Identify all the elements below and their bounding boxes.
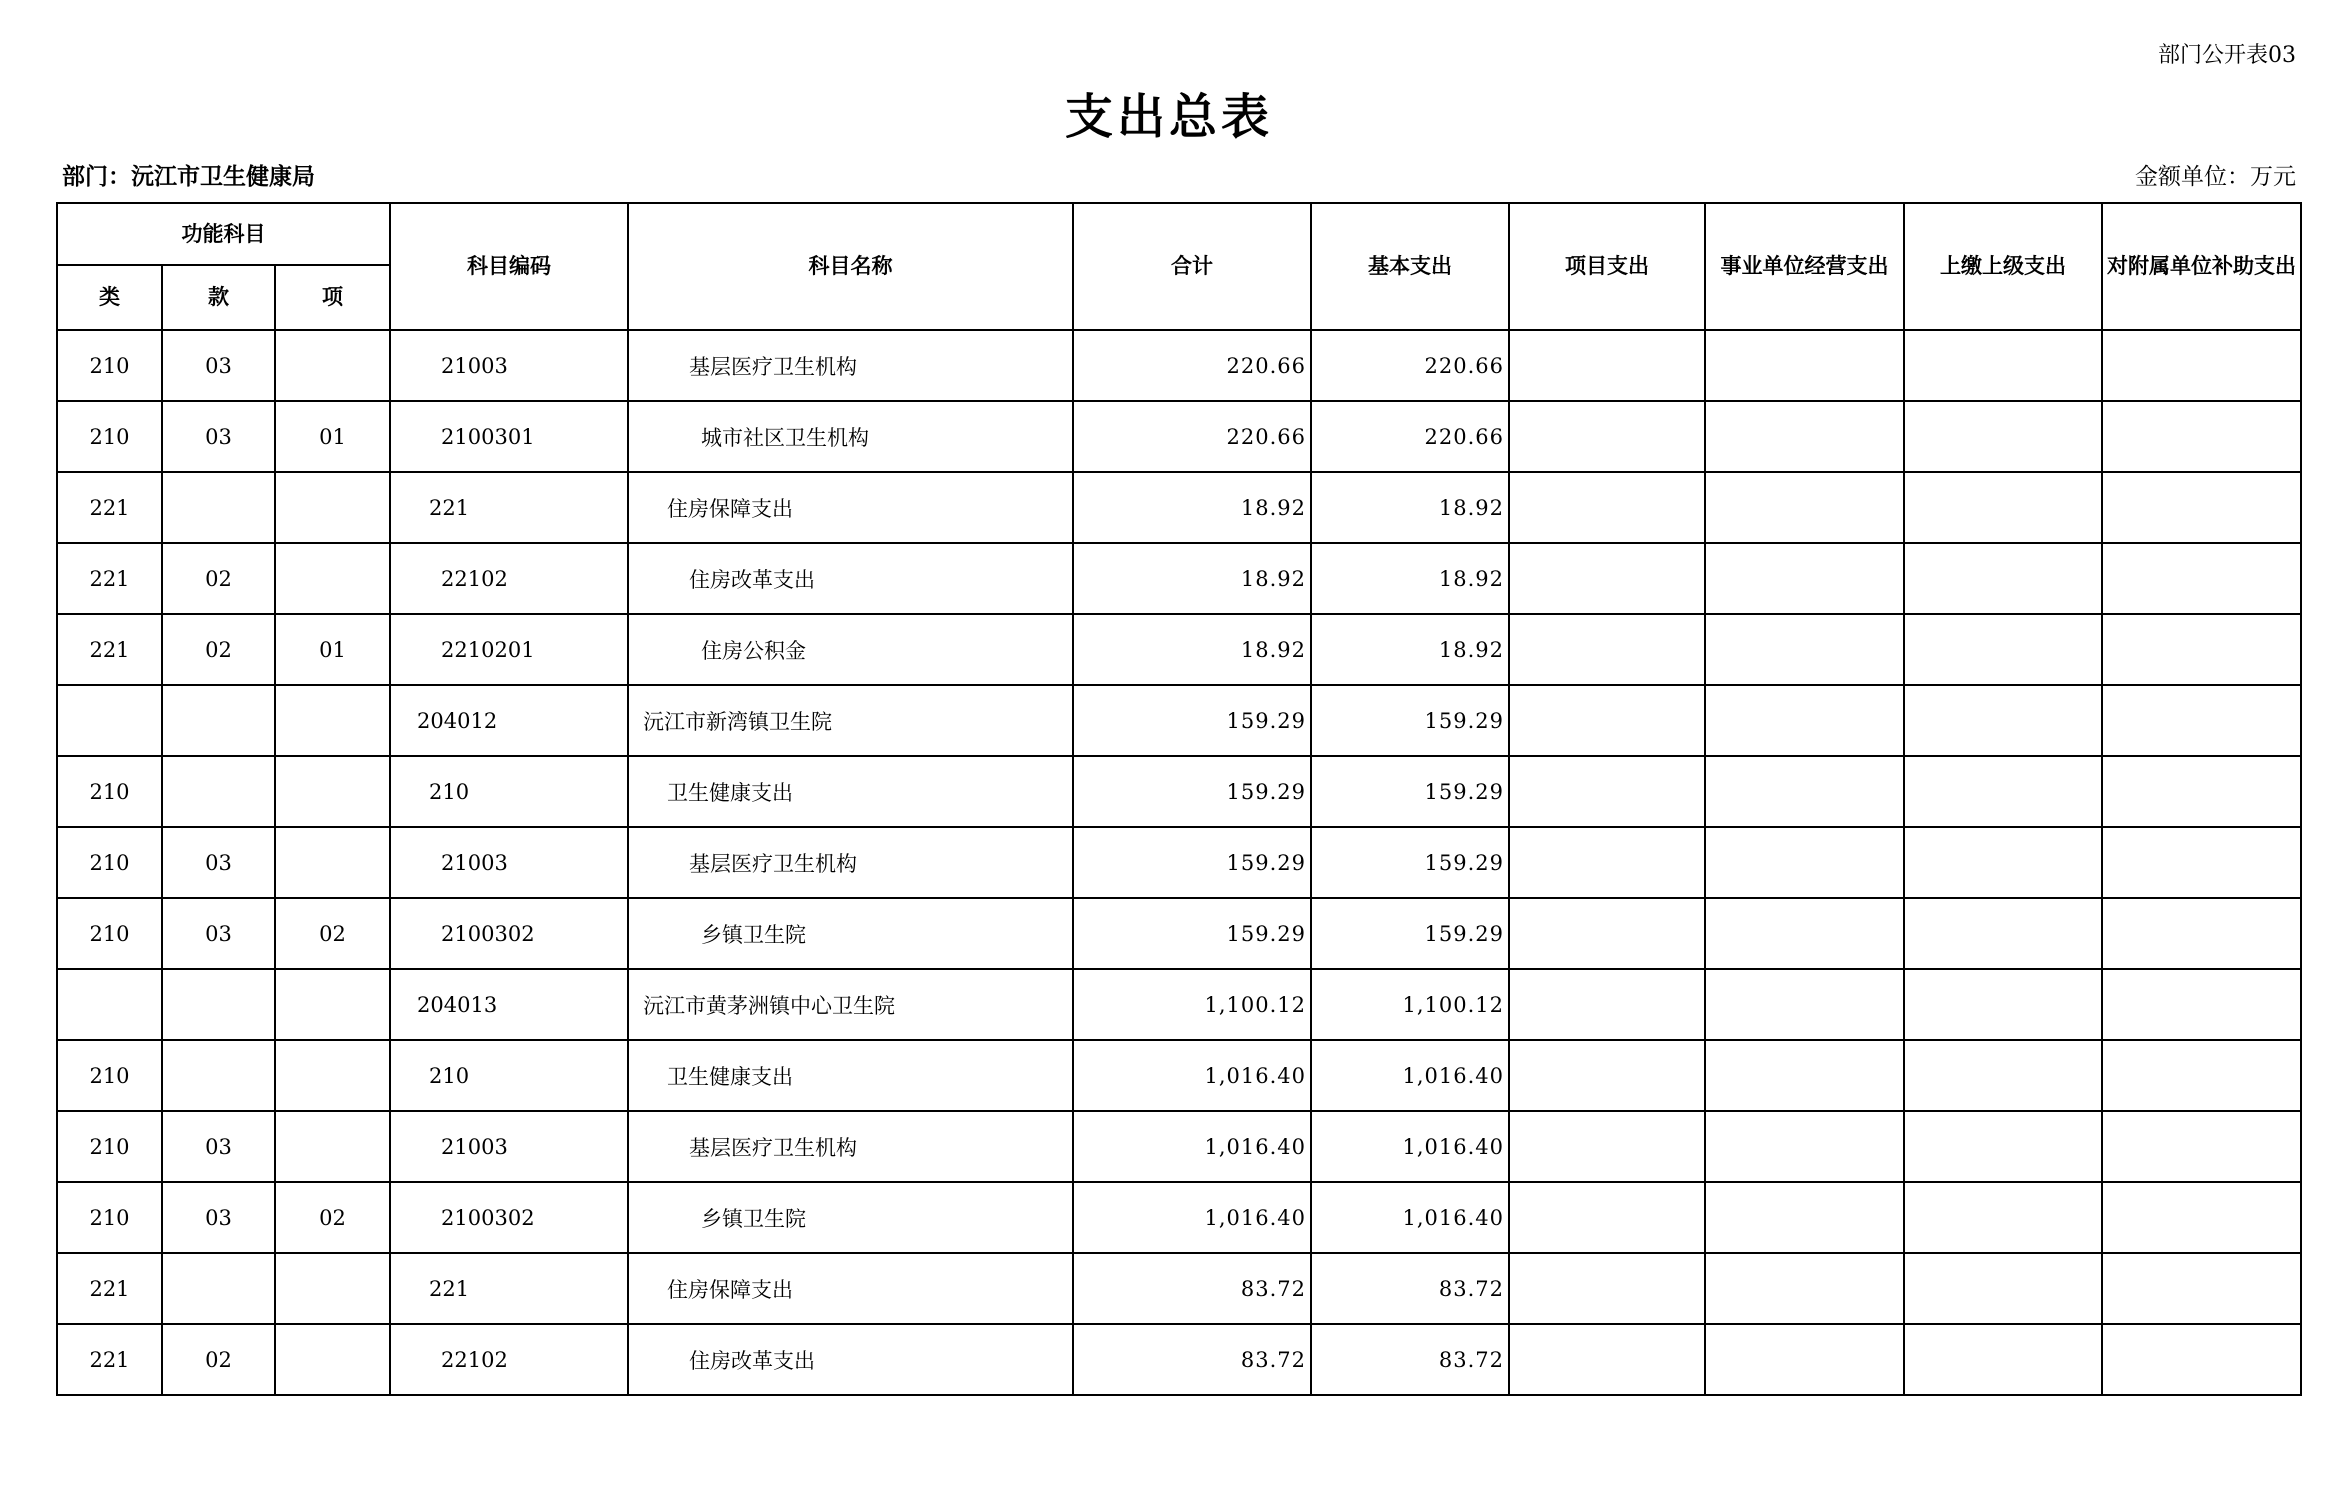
cell-subject-code: 22102 <box>390 543 628 614</box>
table-row <box>57 1182 2301 1253</box>
cell-subsidy <box>2102 827 2301 898</box>
cell-subsidy <box>2102 330 2301 401</box>
cell-upper-payment <box>1904 543 2102 614</box>
cell-xiang <box>275 756 390 827</box>
cell-basic-expenditure: 159.29 <box>1311 756 1509 827</box>
cell-subject-name: 住房保障支出 <box>628 1253 1073 1324</box>
cell-xiang <box>275 1111 390 1182</box>
table-row <box>57 330 2301 401</box>
cell-subject-code: 21003 <box>390 827 628 898</box>
cell-basic-expenditure: 83.72 <box>1311 1253 1509 1324</box>
cell-subject-code: 2100302 <box>390 898 628 969</box>
cell-subject-code: 221 <box>390 1253 628 1324</box>
cell-upper-payment <box>1904 1040 2102 1111</box>
cell-kuan: 03 <box>162 401 275 472</box>
cell-business-expenditure <box>1705 969 1904 1040</box>
cell-subject-name: 基层医疗卫生机构 <box>628 827 1073 898</box>
table-row <box>57 614 2301 685</box>
cell-upper-payment <box>1904 685 2102 756</box>
cell-subject-name: 卫生健康支出 <box>628 756 1073 827</box>
cell-subject-name: 住房公积金 <box>628 614 1073 685</box>
cell-project-expenditure <box>1509 1324 1705 1395</box>
header-basic-expenditure: 基本支出 <box>1311 203 1509 330</box>
cell-upper-payment <box>1904 614 2102 685</box>
cell-subject-code: 204012 <box>390 685 628 756</box>
table-body <box>57 330 2301 1395</box>
cell-subsidy <box>2102 1111 2301 1182</box>
cell-business-expenditure <box>1705 898 1904 969</box>
cell-business-expenditure <box>1705 401 1904 472</box>
cell-subject-code: 221 <box>390 472 628 543</box>
cell-lei: 210 <box>57 1182 162 1253</box>
cell-lei <box>57 969 162 1040</box>
cell-total: 83.72 <box>1073 1324 1311 1395</box>
cell-project-expenditure <box>1509 969 1705 1040</box>
header-kuan: 款 <box>162 265 275 330</box>
table-row <box>57 898 2301 969</box>
cell-business-expenditure <box>1705 1324 1904 1395</box>
cell-subject-name: 住房改革支出 <box>628 1324 1073 1395</box>
header-total: 合计 <box>1073 203 1311 330</box>
cell-business-expenditure <box>1705 543 1904 614</box>
cell-project-expenditure <box>1509 898 1705 969</box>
table-row <box>57 969 2301 1040</box>
cell-xiang <box>275 543 390 614</box>
cell-total: 1,016.40 <box>1073 1182 1311 1253</box>
cell-xiang <box>275 472 390 543</box>
cell-subject-code: 21003 <box>390 330 628 401</box>
cell-basic-expenditure: 1,100.12 <box>1311 969 1509 1040</box>
cell-lei <box>57 685 162 756</box>
cell-total: 159.29 <box>1073 756 1311 827</box>
cell-xiang <box>275 1040 390 1111</box>
cell-xiang: 01 <box>275 614 390 685</box>
cell-subject-name: 基层医疗卫生机构 <box>628 1111 1073 1182</box>
cell-subsidy <box>2102 1324 2301 1395</box>
cell-project-expenditure <box>1509 1111 1705 1182</box>
cell-basic-expenditure: 18.92 <box>1311 543 1509 614</box>
cell-kuan <box>162 1253 275 1324</box>
cell-total: 220.66 <box>1073 330 1311 401</box>
cell-basic-expenditure: 220.66 <box>1311 401 1509 472</box>
cell-subsidy <box>2102 614 2301 685</box>
cell-upper-payment <box>1904 827 2102 898</box>
cell-business-expenditure <box>1705 330 1904 401</box>
cell-kuan <box>162 685 275 756</box>
table-row <box>57 1040 2301 1111</box>
cell-total: 18.92 <box>1073 614 1311 685</box>
cell-project-expenditure <box>1509 543 1705 614</box>
page-title: 支出总表 <box>1064 89 1273 145</box>
cell-subsidy <box>2102 756 2301 827</box>
cell-subsidy <box>2102 898 2301 969</box>
cell-basic-expenditure: 18.92 <box>1311 614 1509 685</box>
cell-subsidy <box>2102 1040 2301 1111</box>
department-label: 部门：沅江市卫生健康局 <box>62 164 315 190</box>
cell-upper-payment <box>1904 1253 2102 1324</box>
cell-subject-code: 210 <box>390 756 628 827</box>
cell-business-expenditure <box>1705 1111 1904 1182</box>
cell-subsidy <box>2102 401 2301 472</box>
cell-kuan: 03 <box>162 898 275 969</box>
cell-business-expenditure <box>1705 1182 1904 1253</box>
cell-total: 1,016.40 <box>1073 1040 1311 1111</box>
cell-subject-name: 卫生健康支出 <box>628 1040 1073 1111</box>
cell-project-expenditure <box>1509 1182 1705 1253</box>
cell-subject-code: 2100301 <box>390 401 628 472</box>
cell-upper-payment <box>1904 1111 2102 1182</box>
cell-subsidy <box>2102 472 2301 543</box>
header-subject-code: 科目编码 <box>390 203 628 330</box>
table-row <box>57 827 2301 898</box>
cell-xiang: 02 <box>275 898 390 969</box>
cell-subject-code: 21003 <box>390 1111 628 1182</box>
cell-total: 159.29 <box>1073 685 1311 756</box>
cell-business-expenditure <box>1705 756 1904 827</box>
cell-lei: 210 <box>57 756 162 827</box>
cell-xiang <box>275 1324 390 1395</box>
cell-total: 1,100.12 <box>1073 969 1311 1040</box>
cell-project-expenditure <box>1509 401 1705 472</box>
cell-project-expenditure <box>1509 330 1705 401</box>
cell-subject-name: 城市社区卫生机构 <box>628 401 1073 472</box>
cell-kuan <box>162 1040 275 1111</box>
header-lei: 类 <box>57 265 162 330</box>
cell-lei: 221 <box>57 543 162 614</box>
cell-upper-payment <box>1904 330 2102 401</box>
cell-subsidy <box>2102 1182 2301 1253</box>
cell-kuan: 02 <box>162 543 275 614</box>
cell-subsidy <box>2102 543 2301 614</box>
cell-kuan <box>162 756 275 827</box>
table-row <box>57 1253 2301 1324</box>
cell-project-expenditure <box>1509 685 1705 756</box>
header-upper-payment: 上缴上级支出 <box>1904 203 2102 330</box>
cell-kuan <box>162 472 275 543</box>
header-subsidy: 对附属单位补助支出 <box>2102 203 2301 330</box>
cell-subject-name: 沅江市黄茅洲镇中心卫生院 <box>628 969 1073 1040</box>
cell-subsidy <box>2102 685 2301 756</box>
cell-subject-name: 乡镇卫生院 <box>628 1182 1073 1253</box>
cell-project-expenditure <box>1509 614 1705 685</box>
cell-lei: 221 <box>57 1253 162 1324</box>
cell-kuan: 03 <box>162 1111 275 1182</box>
cell-kuan <box>162 969 275 1040</box>
cell-project-expenditure <box>1509 756 1705 827</box>
cell-subsidy <box>2102 1253 2301 1324</box>
cell-business-expenditure <box>1705 827 1904 898</box>
cell-basic-expenditure: 159.29 <box>1311 827 1509 898</box>
cell-basic-expenditure: 220.66 <box>1311 330 1509 401</box>
header-function-subject: 功能科目 <box>57 203 390 265</box>
cell-business-expenditure <box>1705 472 1904 543</box>
cell-basic-expenditure: 159.29 <box>1311 898 1509 969</box>
cell-total: 18.92 <box>1073 543 1311 614</box>
cell-business-expenditure <box>1705 685 1904 756</box>
cell-lei: 210 <box>57 330 162 401</box>
cell-subject-code: 22102 <box>390 1324 628 1395</box>
table-row <box>57 472 2301 543</box>
cell-xiang <box>275 1253 390 1324</box>
cell-kuan: 02 <box>162 1324 275 1395</box>
cell-subject-code: 2100302 <box>390 1182 628 1253</box>
cell-upper-payment <box>1904 1324 2102 1395</box>
header-subject-name: 科目名称 <box>628 203 1073 330</box>
cell-business-expenditure <box>1705 614 1904 685</box>
cell-upper-payment <box>1904 472 2102 543</box>
cell-business-expenditure <box>1705 1253 1904 1324</box>
cell-total: 83.72 <box>1073 1253 1311 1324</box>
cell-lei: 221 <box>57 472 162 543</box>
cell-lei: 221 <box>57 1324 162 1395</box>
cell-project-expenditure <box>1509 827 1705 898</box>
unit-label: 金额单位：万元 <box>2135 164 2296 190</box>
cell-subject-code: 2210201 <box>390 614 628 685</box>
table-row <box>57 685 2301 756</box>
cell-xiang: 01 <box>275 401 390 472</box>
cell-xiang <box>275 330 390 401</box>
table-row <box>57 401 2301 472</box>
cell-basic-expenditure: 83.72 <box>1311 1324 1509 1395</box>
cell-subject-name: 住房保障支出 <box>628 472 1073 543</box>
cell-subject-name: 基层医疗卫生机构 <box>628 330 1073 401</box>
cell-basic-expenditure: 1,016.40 <box>1311 1040 1509 1111</box>
cell-upper-payment <box>1904 1182 2102 1253</box>
cell-subject-name: 乡镇卫生院 <box>628 898 1073 969</box>
cell-total: 159.29 <box>1073 827 1311 898</box>
cell-xiang <box>275 827 390 898</box>
header-xiang: 项 <box>275 265 390 330</box>
cell-upper-payment <box>1904 756 2102 827</box>
table-row <box>57 756 2301 827</box>
cell-upper-payment <box>1904 401 2102 472</box>
cell-lei: 210 <box>57 1040 162 1111</box>
cell-basic-expenditure: 1,016.40 <box>1311 1182 1509 1253</box>
cell-total: 18.92 <box>1073 472 1311 543</box>
cell-project-expenditure <box>1509 472 1705 543</box>
cell-total: 220.66 <box>1073 401 1311 472</box>
cell-xiang <box>275 685 390 756</box>
cell-xiang: 02 <box>275 1182 390 1253</box>
cell-basic-expenditure: 1,016.40 <box>1311 1111 1509 1182</box>
document-id: 部门公开表03 <box>2158 43 2296 68</box>
expenditure-table <box>56 202 2302 1396</box>
cell-project-expenditure <box>1509 1040 1705 1111</box>
cell-xiang <box>275 969 390 1040</box>
cell-total: 159.29 <box>1073 898 1311 969</box>
cell-subsidy <box>2102 969 2301 1040</box>
cell-business-expenditure <box>1705 1040 1904 1111</box>
cell-upper-payment <box>1904 898 2102 969</box>
cell-kuan: 03 <box>162 827 275 898</box>
cell-total: 1,016.40 <box>1073 1111 1311 1182</box>
cell-kuan: 02 <box>162 614 275 685</box>
cell-lei: 210 <box>57 401 162 472</box>
table-row <box>57 1324 2301 1395</box>
cell-subject-code: 204013 <box>390 969 628 1040</box>
cell-project-expenditure <box>1509 1253 1705 1324</box>
table-row <box>57 543 2301 614</box>
cell-subject-name: 住房改革支出 <box>628 543 1073 614</box>
cell-basic-expenditure: 159.29 <box>1311 685 1509 756</box>
cell-upper-payment <box>1904 969 2102 1040</box>
cell-basic-expenditure: 18.92 <box>1311 472 1509 543</box>
cell-subject-name: 沅江市新湾镇卫生院 <box>628 685 1073 756</box>
table-row <box>57 1111 2301 1182</box>
cell-lei: 210 <box>57 827 162 898</box>
cell-lei: 221 <box>57 614 162 685</box>
cell-kuan: 03 <box>162 330 275 401</box>
header-project-expenditure: 项目支出 <box>1509 203 1705 330</box>
cell-lei: 210 <box>57 898 162 969</box>
header-business-expenditure: 事业单位经营支出 <box>1705 203 1904 330</box>
cell-kuan: 03 <box>162 1182 275 1253</box>
cell-subject-code: 210 <box>390 1040 628 1111</box>
cell-lei: 210 <box>57 1111 162 1182</box>
